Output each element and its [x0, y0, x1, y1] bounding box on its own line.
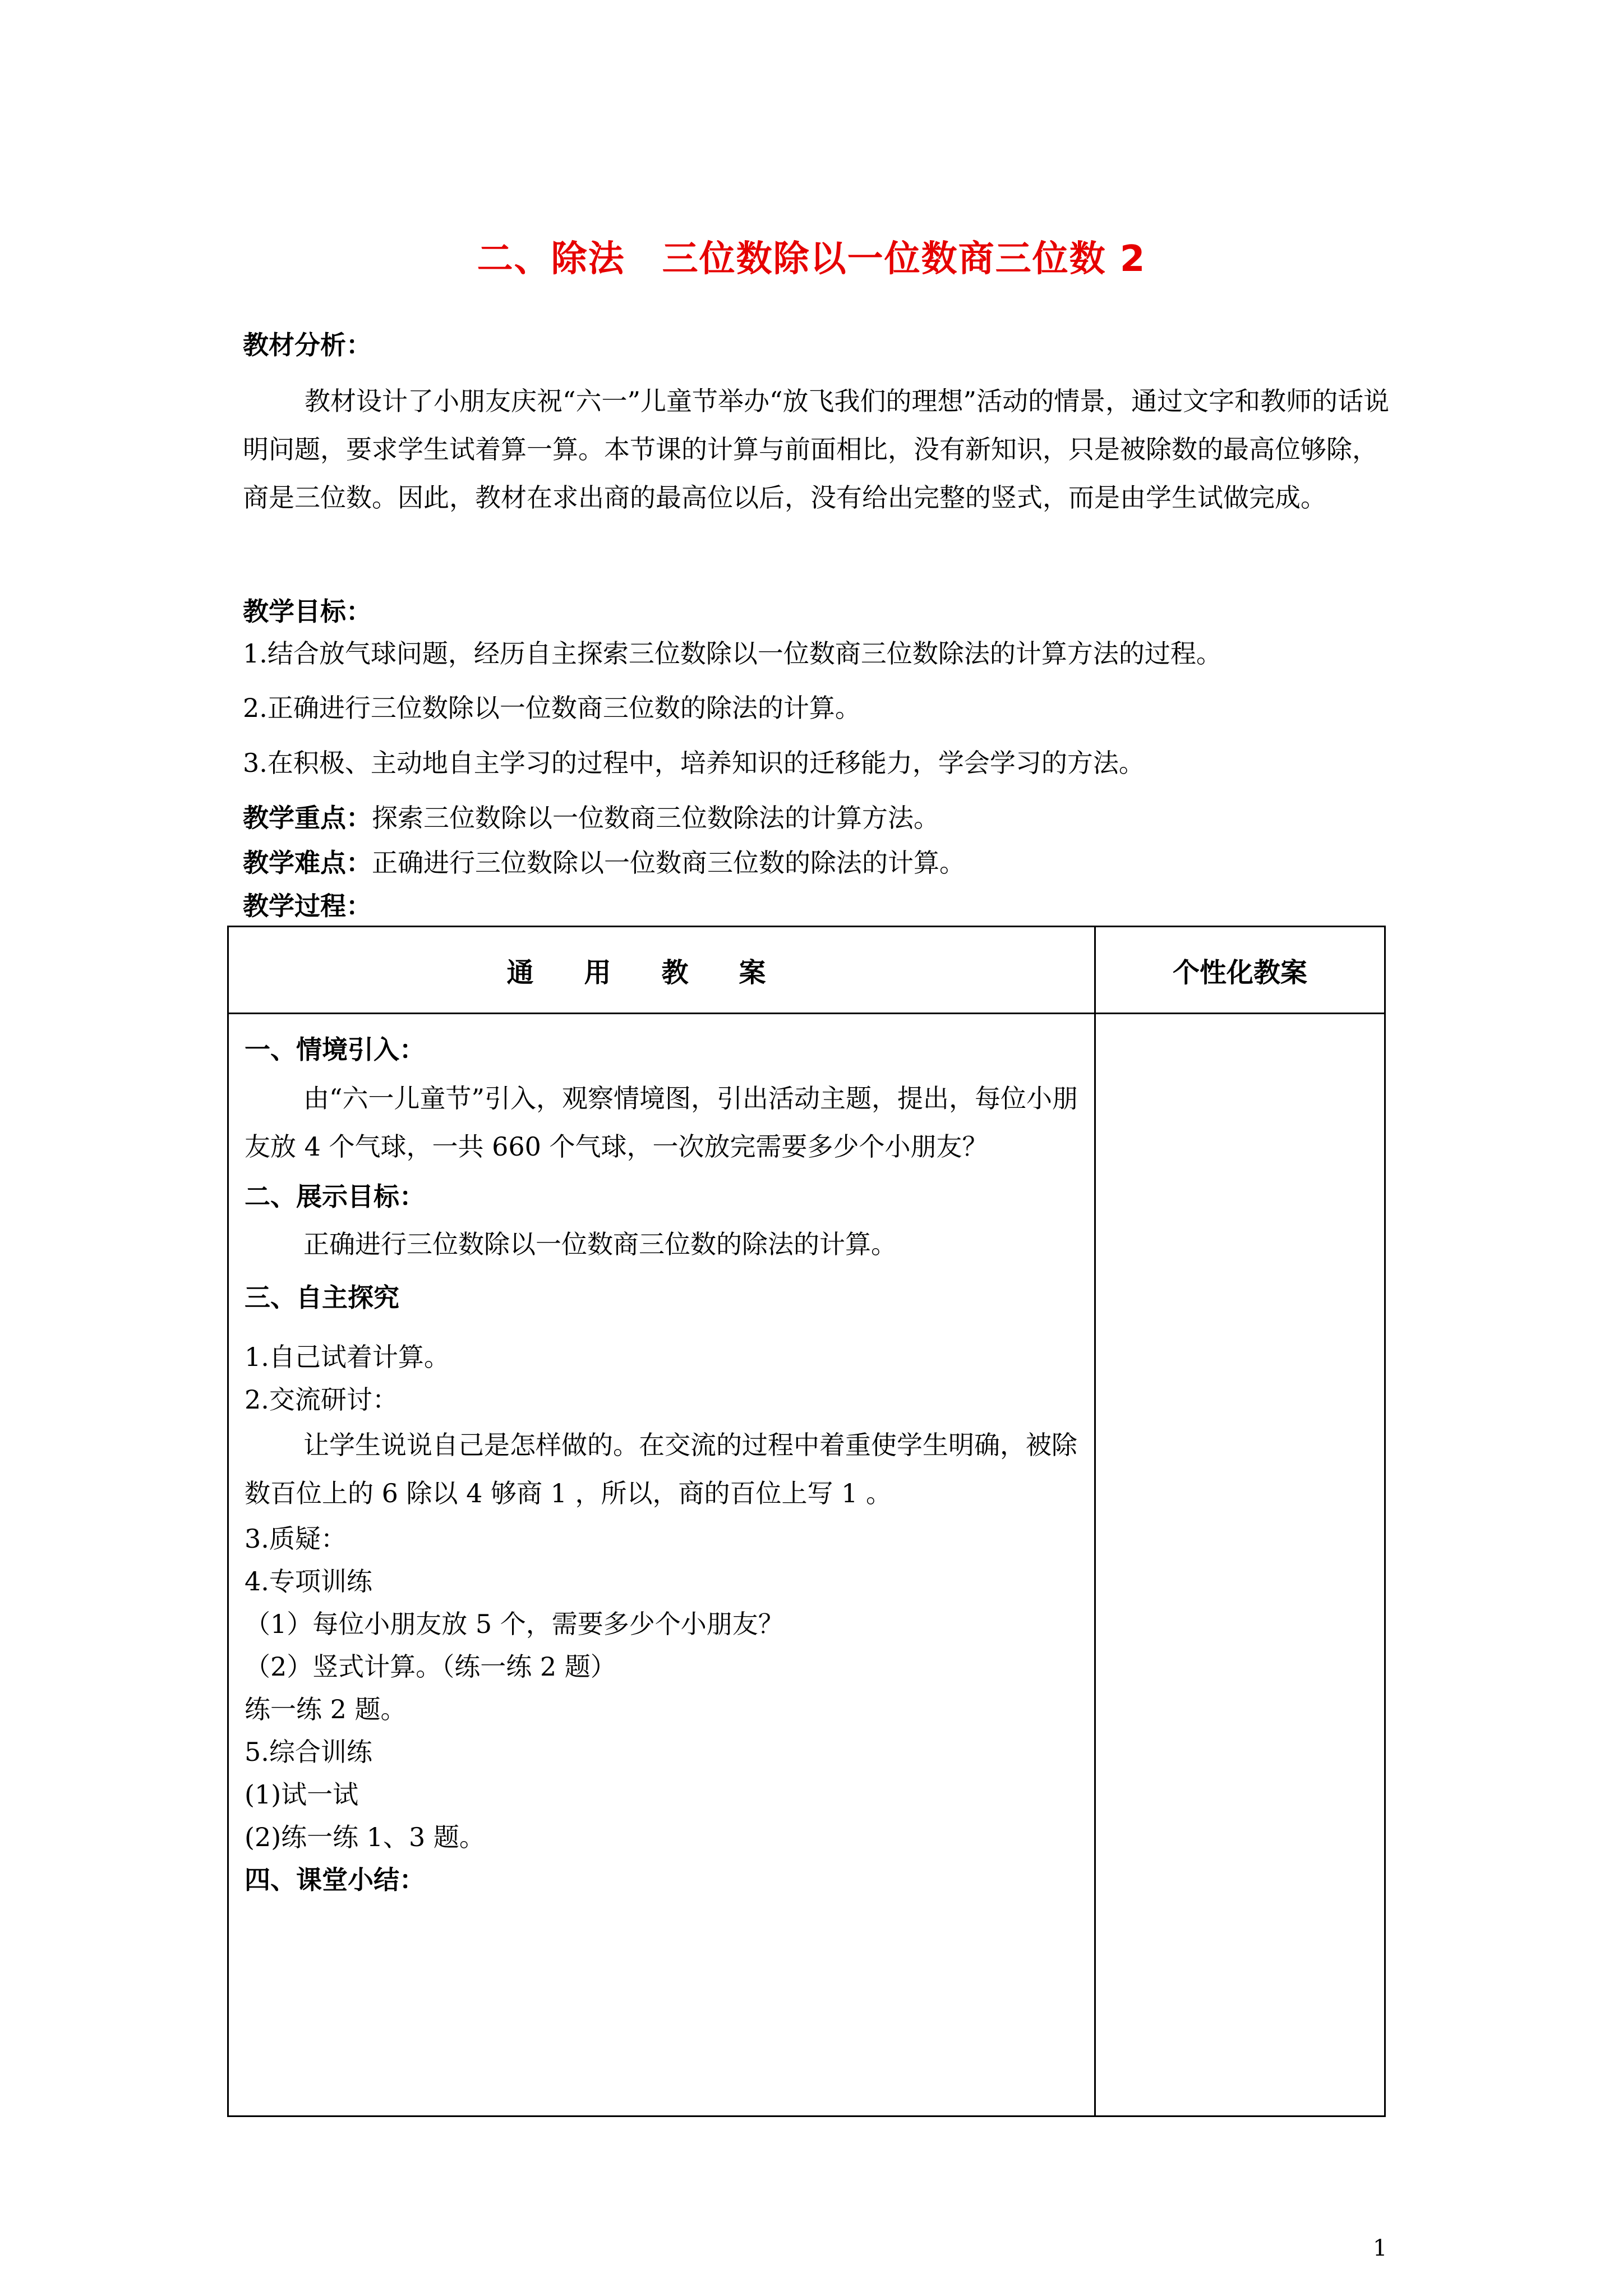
header-general-plan: 通用教案: [506, 956, 817, 988]
section-1-heading: 一、情境引入：: [245, 1034, 425, 1065]
key-point-label: 教学重点：: [243, 803, 372, 833]
lesson-table: [227, 926, 1386, 2117]
process-heading: 教学过程：: [243, 891, 372, 921]
section-3-item-4c: 练一练 2 题。: [245, 1694, 407, 1724]
difficulty: [243, 846, 965, 880]
page-title: 二、除法 三位数除以一位数商三位数 2: [477, 238, 1146, 280]
section-2-heading: 二、展示目标：: [245, 1181, 425, 1212]
section-4-heading: 四、课堂小结：: [245, 1865, 425, 1895]
section-3-item-2: 2.交流研讨：: [245, 1384, 398, 1415]
goal-item-2: 2.正确进行三位数除以一位数商三位数的除法的计算。: [243, 693, 861, 723]
goals-heading: 教学目标：: [243, 596, 372, 627]
key-point: [243, 801, 939, 835]
table-header-divider: [229, 1013, 1384, 1014]
section-3-item-4b: （2）竖式计算。（练一练 2 题）: [245, 1651, 616, 1682]
section-3-item-4a: （1）每位小朋友放 5 个，需要多少个小朋友？: [245, 1609, 784, 1639]
page-number: 1: [1373, 2235, 1387, 2261]
goal-item-3: 3.在积极、主动地自主学习的过程中，培养知识的迁移能力，学会学习的方法。: [243, 748, 1145, 778]
section-3-item-5b: (2)练一练 1、3 题。: [245, 1822, 485, 1852]
section-3-item-4: 4.专项训练: [245, 1566, 372, 1596]
goal-item-1: 1.结合放气球问题，经历自主探索三位数除以一位数商三位数除法的计算方法的过程。: [243, 638, 1222, 669]
difficulty-text: 正确进行三位数除以一位数商三位数的除法的计算。: [372, 848, 965, 878]
difficulty-label: 教学难点：: [243, 848, 372, 878]
section-3-item-5a: (1)试一试: [245, 1779, 359, 1810]
section-3-item-3: 3.质疑：: [245, 1524, 347, 1554]
general-plan-content: [245, 1027, 1080, 1901]
analysis-body: 教材设计了小朋友庆祝“六一”儿童节举办“放飞我们的理想”活动的情景，通过文字和教师的话说明问题，要求学生试着算一算。本节课的计算与前面相比，没有新知识，只是被除数的最高位够除，商是三位数。因此，教材在求出商的最高位以后，没有给出完整的竖式，而是由学生试做完成。: [243, 386, 1390, 513]
section-3-heading: 三、自主探究: [245, 1282, 399, 1313]
section-3-item-5: 5.综合训练: [245, 1737, 372, 1767]
table-column-divider: [1094, 927, 1096, 2115]
analysis-heading: 教材分析：: [243, 330, 372, 360]
section-3-item-1: 1.自己试着计算。: [245, 1342, 450, 1372]
header-personal-plan: 个性化教案: [1172, 956, 1307, 988]
section-1-body: 由“六一儿童节”引入，观察情境图，引出活动主题，提出，每位小朋友放 4 个气球，一共 660 个气球，一次放完需要多少个小朋友？: [245, 1083, 1078, 1162]
section-3-body: 让学生说说自己是怎样做的。在交流的过程中着重使学生明确，被除数百位上的 6 除以 4 够商 1 ，所以，商的百位上写 1 。: [245, 1430, 1077, 1508]
section-2-body: 正确进行三位数除以一位数商三位数的除法的计算。: [303, 1229, 897, 1259]
key-point-text: 探索三位数除以一位数商三位数除法的计算方法。: [372, 803, 939, 833]
